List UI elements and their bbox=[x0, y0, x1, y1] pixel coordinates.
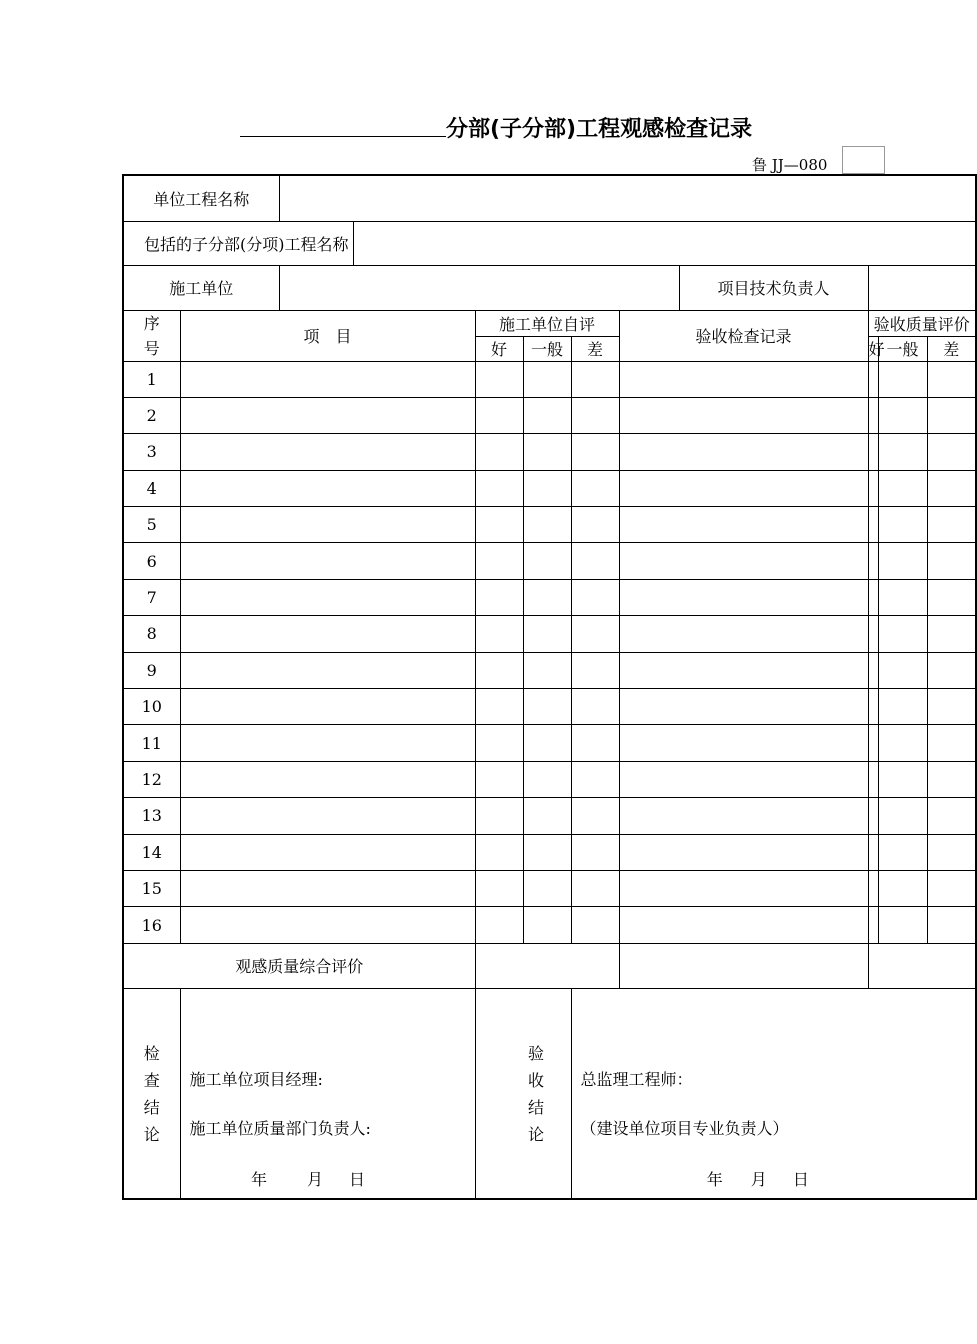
row-seq: 12 bbox=[123, 761, 180, 797]
self-poor-header: 差 bbox=[571, 336, 619, 361]
row-quality-good[interactable] bbox=[868, 616, 878, 652]
row-self-average[interactable] bbox=[523, 834, 571, 870]
self-eval-header: 施工单位自评 bbox=[475, 310, 619, 336]
form-code: 鲁 JJ—080 bbox=[752, 156, 828, 174]
quality-average-header: 一般 bbox=[878, 336, 927, 361]
accept-date-month: 月 bbox=[750, 1169, 767, 1189]
row-seq: 16 bbox=[123, 907, 180, 943]
row-seq: 5 bbox=[123, 507, 180, 543]
row-record-field[interactable] bbox=[619, 798, 868, 834]
table-row bbox=[123, 470, 976, 506]
row-item-field[interactable] bbox=[180, 907, 475, 943]
table-row bbox=[123, 689, 976, 725]
tech-lead-label: 项目技术负责人 bbox=[679, 265, 868, 310]
accept-char-2: 收 bbox=[528, 1070, 545, 1090]
accept-char-3: 结 bbox=[528, 1097, 545, 1117]
row-item-field[interactable] bbox=[180, 761, 475, 797]
row-record-field[interactable] bbox=[619, 543, 868, 579]
row-quality-good[interactable] bbox=[868, 361, 878, 397]
acceptance-record-header: 验收检查记录 bbox=[619, 310, 868, 361]
check-date-day: 日 bbox=[349, 1169, 366, 1189]
quality-eval-header: 验收质量评价 bbox=[868, 310, 976, 336]
row-record-field[interactable] bbox=[619, 361, 868, 397]
row-self-good[interactable] bbox=[475, 798, 523, 834]
row-quality-poor[interactable] bbox=[927, 689, 976, 725]
row-item-field[interactable] bbox=[180, 870, 475, 906]
check-conclusion-field[interactable] bbox=[180, 988, 475, 1199]
accept-date-year: 年 bbox=[706, 1169, 723, 1189]
row-quality-poor[interactable] bbox=[927, 907, 976, 943]
row-quality-average[interactable] bbox=[878, 470, 927, 506]
row-self-good[interactable] bbox=[475, 579, 523, 615]
row-quality-poor[interactable] bbox=[927, 579, 976, 615]
sub-project-field[interactable] bbox=[353, 221, 976, 265]
column-header-row-1 bbox=[123, 310, 976, 336]
row-quality-good[interactable] bbox=[868, 834, 878, 870]
table-row bbox=[123, 725, 976, 761]
row-record-field[interactable] bbox=[619, 579, 868, 615]
seq-header bbox=[123, 310, 180, 361]
row-self-poor[interactable] bbox=[571, 689, 619, 725]
row-quality-average[interactable] bbox=[878, 907, 927, 943]
row-record-field[interactable] bbox=[619, 616, 868, 652]
check-conclusion-label bbox=[123, 988, 180, 1199]
self-average-header: 一般 bbox=[523, 336, 571, 361]
construction-unit-field[interactable] bbox=[279, 265, 679, 310]
summary-self-field[interactable] bbox=[475, 943, 619, 988]
summary-row bbox=[123, 943, 976, 988]
accept-char-4: 论 bbox=[528, 1124, 545, 1144]
row-record-field[interactable] bbox=[619, 761, 868, 797]
row-self-good[interactable] bbox=[475, 761, 523, 797]
row-seq: 9 bbox=[123, 652, 180, 688]
self-good-header: 好 bbox=[475, 336, 523, 361]
row-self-poor[interactable] bbox=[571, 652, 619, 688]
quality-poor-header: 差 bbox=[927, 336, 976, 361]
check-char-4: 论 bbox=[143, 1124, 160, 1144]
row-item-field[interactable] bbox=[180, 434, 475, 470]
accept-date bbox=[581, 1167, 976, 1190]
row-seq: 15 bbox=[123, 870, 180, 906]
page-title: 分部(子分部)工程观感检查记录 bbox=[446, 117, 753, 142]
row-record-field[interactable] bbox=[619, 652, 868, 688]
row-self-average[interactable] bbox=[523, 870, 571, 906]
row-quality-average[interactable] bbox=[878, 652, 927, 688]
row-self-good[interactable] bbox=[475, 907, 523, 943]
table-row bbox=[123, 397, 976, 433]
row-record-field[interactable] bbox=[619, 397, 868, 433]
row-quality-average[interactable] bbox=[878, 616, 927, 652]
acceptance-conclusion-label bbox=[475, 988, 571, 1199]
row-quality-poor[interactable] bbox=[927, 507, 976, 543]
row-record-field[interactable] bbox=[619, 689, 868, 725]
row-self-poor[interactable] bbox=[571, 507, 619, 543]
row-seq: 6 bbox=[123, 543, 180, 579]
row-self-poor[interactable] bbox=[571, 579, 619, 615]
row-self-average[interactable] bbox=[523, 579, 571, 615]
row-quality-good[interactable] bbox=[868, 689, 878, 725]
row-self-good[interactable] bbox=[475, 543, 523, 579]
row-self-good[interactable] bbox=[475, 507, 523, 543]
row-quality-poor[interactable] bbox=[927, 434, 976, 470]
row-self-poor[interactable] bbox=[571, 434, 619, 470]
row-seq: 13 bbox=[123, 798, 180, 834]
row-quality-poor[interactable] bbox=[927, 397, 976, 433]
row-quality-average[interactable] bbox=[878, 579, 927, 615]
row-self-poor[interactable] bbox=[571, 470, 619, 506]
table-row bbox=[123, 434, 976, 470]
check-date bbox=[190, 1167, 475, 1190]
row-item-field[interactable] bbox=[180, 798, 475, 834]
row-quality-average[interactable] bbox=[878, 361, 927, 397]
row-quality-good[interactable] bbox=[868, 470, 878, 506]
row-item-field[interactable] bbox=[180, 652, 475, 688]
check-char-3: 结 bbox=[143, 1097, 160, 1117]
row-quality-poor[interactable] bbox=[927, 652, 976, 688]
row-quality-poor[interactable] bbox=[927, 470, 976, 506]
row-quality-poor[interactable] bbox=[927, 361, 976, 397]
check-char-2: 查 bbox=[143, 1070, 160, 1090]
accept-char-1: 验 bbox=[528, 1043, 545, 1063]
table-row bbox=[123, 761, 976, 797]
row-self-good[interactable] bbox=[475, 361, 523, 397]
summary-quality-field[interactable] bbox=[868, 943, 976, 988]
row-self-average[interactable] bbox=[523, 616, 571, 652]
row-seq: 8 bbox=[123, 616, 180, 652]
item-header: 项 目 bbox=[180, 310, 475, 361]
summary-label: 观感质量综合评价 bbox=[123, 943, 475, 988]
row-quality-poor[interactable] bbox=[927, 725, 976, 761]
row-record-field[interactable] bbox=[619, 507, 868, 543]
row-self-average[interactable] bbox=[523, 689, 571, 725]
sub-project-row bbox=[123, 221, 976, 265]
row-quality-good[interactable] bbox=[868, 652, 878, 688]
row-quality-good[interactable] bbox=[868, 725, 878, 761]
row-self-average[interactable] bbox=[523, 907, 571, 943]
row-item-field[interactable] bbox=[180, 470, 475, 506]
row-self-good[interactable] bbox=[475, 689, 523, 725]
row-quality-average[interactable] bbox=[878, 761, 927, 797]
row-self-good[interactable] bbox=[475, 652, 523, 688]
row-quality-good[interactable] bbox=[868, 870, 878, 906]
row-item-field[interactable] bbox=[180, 361, 475, 397]
row-record-field[interactable] bbox=[619, 907, 868, 943]
unit-project-field[interactable] bbox=[279, 175, 976, 221]
table-row bbox=[123, 652, 976, 688]
row-seq: 11 bbox=[123, 725, 180, 761]
pm-label: 施工单位项目经理: bbox=[189, 1069, 323, 1089]
conclusion-row bbox=[123, 988, 976, 1199]
check-char-1: 检 bbox=[143, 1043, 160, 1063]
row-quality-poor[interactable] bbox=[927, 834, 976, 870]
table-row bbox=[123, 616, 976, 652]
row-item-field[interactable] bbox=[180, 616, 475, 652]
table-row bbox=[123, 834, 976, 870]
row-self-average[interactable] bbox=[523, 543, 571, 579]
row-quality-good[interactable] bbox=[868, 543, 878, 579]
row-self-good[interactable] bbox=[475, 834, 523, 870]
row-self-average[interactable] bbox=[523, 652, 571, 688]
sub-project-label: 包括的子分部(分项)工程名称 bbox=[123, 221, 353, 265]
row-self-poor[interactable] bbox=[571, 725, 619, 761]
owner-label: （建设单位项目专业负责人） bbox=[580, 1118, 789, 1138]
row-self-average[interactable] bbox=[523, 725, 571, 761]
row-quality-good[interactable] bbox=[868, 907, 878, 943]
table-row bbox=[123, 870, 976, 906]
row-record-field[interactable] bbox=[619, 434, 868, 470]
row-quality-good[interactable] bbox=[868, 434, 878, 470]
row-quality-good[interactable] bbox=[868, 579, 878, 615]
row-item-field[interactable] bbox=[180, 725, 475, 761]
row-self-poor[interactable] bbox=[571, 543, 619, 579]
row-seq: 1 bbox=[123, 361, 180, 397]
quality-good-header: 好 bbox=[868, 336, 878, 361]
unit-project-row bbox=[123, 175, 976, 221]
row-self-poor[interactable] bbox=[571, 361, 619, 397]
row-quality-poor[interactable] bbox=[927, 616, 976, 652]
row-self-poor[interactable] bbox=[571, 761, 619, 797]
row-item-field[interactable] bbox=[180, 507, 475, 543]
row-quality-poor[interactable] bbox=[927, 870, 976, 906]
acceptance-conclusion-field[interactable] bbox=[571, 988, 976, 1199]
row-quality-average[interactable] bbox=[878, 543, 927, 579]
row-self-average[interactable] bbox=[523, 470, 571, 506]
unit-project-label: 单位工程名称 bbox=[123, 175, 279, 221]
row-seq: 2 bbox=[123, 397, 180, 433]
construction-unit-row bbox=[123, 265, 976, 310]
row-quality-poor[interactable] bbox=[927, 543, 976, 579]
supervisor-label: 总监理工程师： bbox=[580, 1069, 693, 1089]
table-row bbox=[123, 798, 976, 834]
construction-unit-label: 施工单位 bbox=[123, 265, 279, 310]
form-number-box[interactable] bbox=[842, 146, 885, 174]
row-quality-good[interactable] bbox=[868, 798, 878, 834]
row-item-field[interactable] bbox=[180, 579, 475, 615]
qa-label: 施工单位质量部门负责人: bbox=[189, 1118, 371, 1138]
inspection-form bbox=[122, 174, 977, 1200]
row-record-field[interactable] bbox=[619, 834, 868, 870]
row-record-field[interactable] bbox=[619, 870, 868, 906]
row-item-field[interactable] bbox=[180, 689, 475, 725]
table-row bbox=[123, 507, 976, 543]
row-quality-average[interactable] bbox=[878, 870, 927, 906]
check-date-year: 年 bbox=[250, 1169, 267, 1189]
row-self-average[interactable] bbox=[523, 361, 571, 397]
table-row bbox=[123, 543, 976, 579]
row-seq: 10 bbox=[123, 689, 180, 725]
row-quality-average[interactable] bbox=[878, 434, 927, 470]
row-quality-poor[interactable] bbox=[927, 798, 976, 834]
row-self-good[interactable] bbox=[475, 397, 523, 433]
row-quality-good[interactable] bbox=[868, 397, 878, 433]
row-item-field[interactable] bbox=[180, 543, 475, 579]
row-seq: 14 bbox=[123, 834, 180, 870]
row-self-poor[interactable] bbox=[571, 834, 619, 870]
row-quality-poor[interactable] bbox=[927, 761, 976, 797]
table-row bbox=[123, 579, 976, 615]
accept-date-day: 日 bbox=[792, 1169, 809, 1189]
row-quality-average[interactable] bbox=[878, 834, 927, 870]
check-date-month: 月 bbox=[307, 1169, 324, 1189]
row-record-field[interactable] bbox=[619, 470, 868, 506]
row-quality-average[interactable] bbox=[878, 725, 927, 761]
row-self-average[interactable] bbox=[523, 397, 571, 433]
row-quality-average[interactable] bbox=[878, 507, 927, 543]
summary-record-field[interactable] bbox=[619, 943, 868, 988]
row-self-average[interactable] bbox=[523, 761, 571, 797]
row-self-poor[interactable] bbox=[571, 397, 619, 433]
row-quality-good[interactable] bbox=[868, 761, 878, 797]
row-self-poor[interactable] bbox=[571, 870, 619, 906]
row-self-poor[interactable] bbox=[571, 616, 619, 652]
row-self-average[interactable] bbox=[523, 798, 571, 834]
row-self-good[interactable] bbox=[475, 616, 523, 652]
seq-header-2: 号 bbox=[143, 338, 160, 358]
row-quality-good[interactable] bbox=[868, 507, 878, 543]
row-seq: 3 bbox=[123, 434, 180, 470]
row-self-good[interactable] bbox=[475, 725, 523, 761]
row-self-good[interactable] bbox=[475, 870, 523, 906]
tech-lead-field[interactable] bbox=[868, 265, 976, 310]
row-quality-average[interactable] bbox=[878, 397, 927, 433]
row-self-average[interactable] bbox=[523, 434, 571, 470]
row-self-poor[interactable] bbox=[571, 907, 619, 943]
row-quality-average[interactable] bbox=[878, 798, 927, 834]
row-self-poor[interactable] bbox=[571, 798, 619, 834]
row-record-field[interactable] bbox=[619, 725, 868, 761]
row-self-good[interactable] bbox=[475, 470, 523, 506]
row-seq: 4 bbox=[123, 470, 180, 506]
row-quality-average[interactable] bbox=[878, 689, 927, 725]
row-item-field[interactable] bbox=[180, 397, 475, 433]
seq-header-1: 序 bbox=[143, 313, 160, 333]
row-self-good[interactable] bbox=[475, 434, 523, 470]
row-self-average[interactable] bbox=[523, 507, 571, 543]
row-seq: 7 bbox=[123, 579, 180, 615]
table-row bbox=[123, 907, 976, 943]
title-blank-line[interactable] bbox=[240, 136, 446, 137]
row-item-field[interactable] bbox=[180, 834, 475, 870]
table-row bbox=[123, 361, 976, 397]
